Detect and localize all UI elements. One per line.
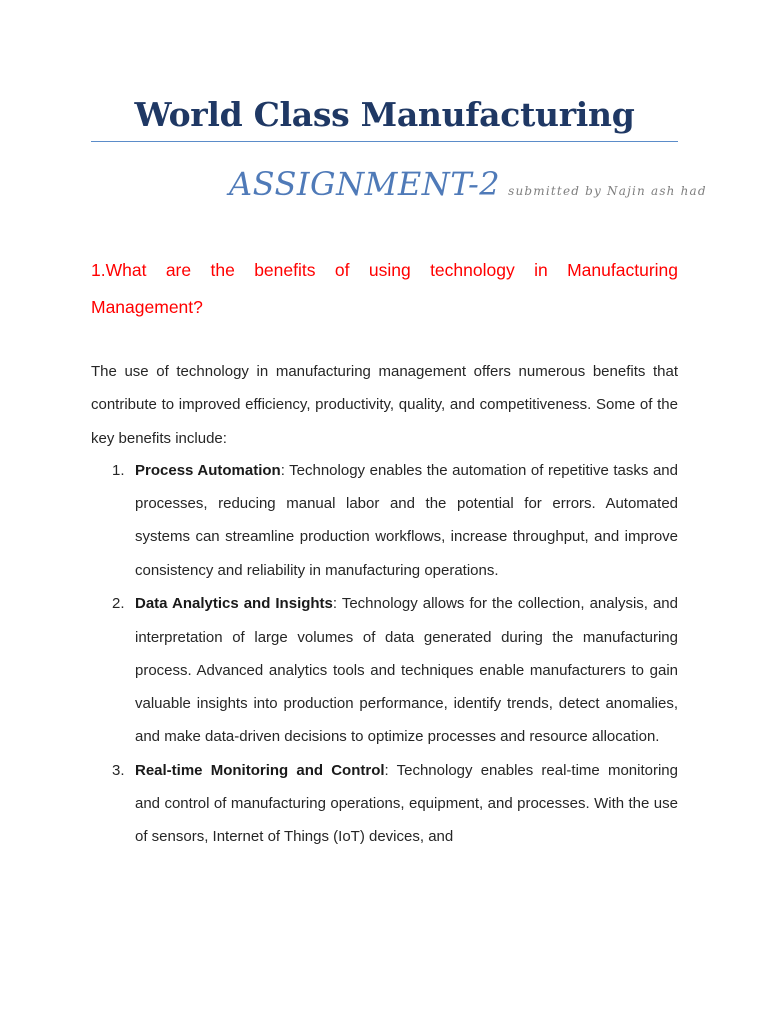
document-title: World Class Manufacturing xyxy=(134,95,635,134)
list-item-number: 2. xyxy=(112,595,125,613)
title-underline xyxy=(91,141,678,142)
assignment-heading xyxy=(229,162,707,206)
benefit-description: : Technology allows for the collection, analysis, and interpretation of large volumes of data generated during the manufacturing process. Advanced analytics tools and techniques enable manufacturers to gain valuable insights into production performance, identify trends, detect anomalies, and make data-driven decisions to optimize processes and resource allocation. xyxy=(135,595,678,746)
list-item xyxy=(91,587,678,753)
intro-paragraph: The use of technology in manufacturing management offers numerous benefits that contribute to improved efficiency, productivity, quality, and competitiveness. Some of the key benefits include: xyxy=(91,363,678,447)
benefit-name: Process Automation xyxy=(135,462,281,479)
benefit-description: : Technology enables real-time monitoring and control of manufacturing operations, equipment, and processes. With the use of sensors, Internet of Things (IoT) devices, and xyxy=(135,762,678,846)
benefits-list xyxy=(91,454,678,854)
list-item xyxy=(91,454,678,587)
list-item-number: 1. xyxy=(112,462,125,479)
list-item xyxy=(91,754,678,854)
question-heading: 1.What are the benefits of using technology in Manufacturing Management? xyxy=(91,260,678,317)
benefit-name: Data Analytics and Insights xyxy=(135,595,333,613)
submitted-by-text: submitted by Najin ash had xyxy=(508,184,707,198)
list-item-number: 3. xyxy=(112,762,125,780)
assignment-label: ASSIGNMENT-2 xyxy=(229,165,501,203)
benefit-description: : Technology enables the automation of repetitive tasks and processes, reducing manual labor and the potential for errors. Automated systems can streamline production workflows, increase throughput, and improve consistency and reliability in manufacturing operations. xyxy=(135,462,678,579)
benefit-name: Real-time Monitoring and Control xyxy=(135,762,385,780)
